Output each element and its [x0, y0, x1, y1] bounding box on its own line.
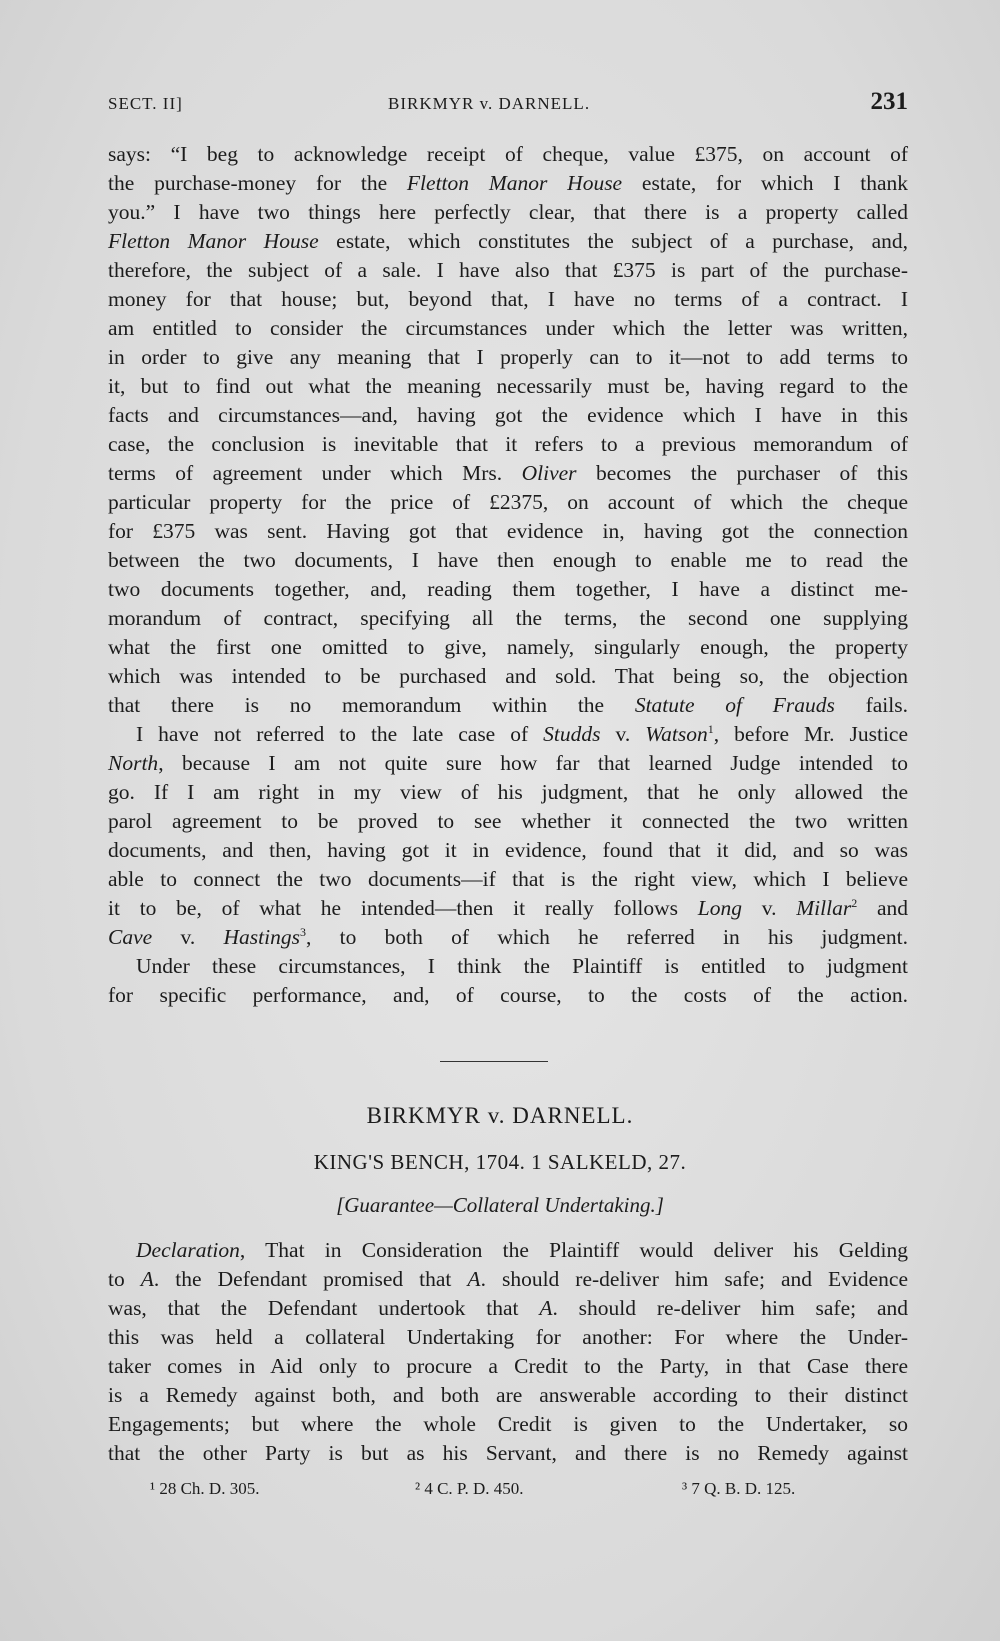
text-line: this was held a collateral Undertaking for another: For where the Under- — [108, 1325, 908, 1349]
text-line: that there is no memorandum within the Statute of Frauds fails. — [108, 693, 908, 717]
text-line: facts and circumstances—and, having got the evidence which I have in this — [108, 403, 908, 427]
text-line: Fletton Manor House estate, which constitutes the subject of a purchase, and, — [108, 229, 909, 253]
text-line: terms of agreement under which Mrs. Oliver becomes the purchaser of this — [108, 461, 908, 485]
text-line: you.” I have two things here perfectly clear, that there is a property called — [108, 200, 908, 224]
text-line: for £375 was sent. Having got that evidence in, having got the connection — [108, 519, 908, 543]
footnote-2: ² 4 C. P. D. 450. — [415, 1479, 524, 1498]
case-subject: [Guarantee—Collateral Undertaking.] — [336, 1193, 664, 1217]
text-line: was, that the Defendant undertook that A. should re-deliver him safe; and — [108, 1296, 908, 1320]
footnote-3: ³ 7 Q. B. D. 125. — [682, 1479, 796, 1498]
section-divider — [440, 1061, 548, 1062]
text-line: taker comes in Aid only to procure a Credit to the Party, in that Case there — [108, 1354, 908, 1378]
text-line: Engagements; but where the whole Credit is given to the Undertaker, so — [108, 1412, 908, 1436]
text-line: Declaration, That in Consideration the Plaintiff would deliver his Gelding — [136, 1238, 908, 1262]
running-head — [108, 88, 908, 122]
text-line: parol agreement to be proved to see whether it connected the two written — [108, 809, 908, 833]
text-line: particular property for the price of £2375, on account of which the cheque — [108, 490, 908, 514]
text-line: between the two documents, I have then enough to enable me to read the — [108, 548, 908, 572]
text-line: go. If I am right in my view of his judgment, that he only allowed the — [108, 780, 908, 804]
text-line: North, because I am not quite sure how far that learned Judge intended to — [108, 751, 908, 775]
case-title: BIRKMYR v. DARNELL. — [366, 1103, 634, 1128]
text-line: I have not referred to the late case of Studds v. Watson$^1$, before Mr. Justice — [136, 721, 909, 746]
footnotes — [150, 1479, 870, 1507]
text-line: therefore, the subject of a sale. I have also that £375 is part of the purchase- — [108, 258, 908, 282]
text-line: to A. the Defendant promised that A. should re-deliver him safe; and Evidence — [108, 1267, 908, 1291]
text-line: am entitled to consider the circumstances under which the letter was written, — [108, 316, 908, 340]
text-line: it, but to find out what the meaning necessarily must be, having regard to the — [108, 374, 908, 398]
text-line: in order to give any meaning that I properly can to it—not to add terms to — [108, 345, 908, 369]
text-line: the purchase-money for the Fletton Manor House estate, for which I thank — [108, 171, 909, 195]
text-line: Under these circumstances, I think the Plaintiff is entitled to judgment — [136, 954, 908, 978]
text-line: money for that house; but, beyond that, I have no terms of a contract. I — [108, 287, 908, 311]
text-line: morandum of contract, specifying all the terms, the second one supplying — [108, 606, 908, 630]
text-line: case, the conclusion is inevitable that it refers to a previous memorandum of — [108, 432, 908, 456]
text-line: documents, and then, having got it in evidence, found that it did, and so was — [108, 838, 908, 862]
text-line: for specific performance, and, of course, to the costs of the action. — [108, 983, 908, 1007]
text-line: what the first one omitted to give, namely, singularly enough, the property — [108, 635, 908, 659]
text-line: it to be, of what he intended—then it really follows Long v. Millar$^2$ and — [108, 895, 908, 920]
text-line: which was intended to be purchased and sold. That being so, the objection — [108, 664, 908, 688]
text-line: says: “I beg to acknowledge receipt of cheque, value £375, on account of — [108, 142, 908, 166]
text-line: two documents together, and, reading them together, I have a distinct me- — [108, 577, 908, 601]
court-citation: KING'S BENCH, 1704. 1 SALKELD, 27. — [313, 1150, 687, 1174]
text-line: that the other Party is but as his Servant, and there is no Remedy against — [108, 1441, 908, 1465]
page-number: 231 — [870, 88, 908, 115]
body-text — [108, 140, 908, 1010]
text-line: able to connect the two documents—if that is the right view, which I believe — [108, 867, 908, 891]
text-line: Cave v. Hastings$^3$, to both of which he referred in his judgment. — [108, 924, 908, 949]
case-body-text — [108, 1236, 908, 1468]
footnote-1: ¹ 28 Ch. D. 305. — [150, 1479, 260, 1498]
text-line: is a Remedy against both, and both are answerable according to their distinct — [108, 1383, 908, 1407]
section-label: SECT. II] — [108, 94, 183, 113]
running-title: BIRKMYR v. DARNELL. — [388, 94, 591, 113]
